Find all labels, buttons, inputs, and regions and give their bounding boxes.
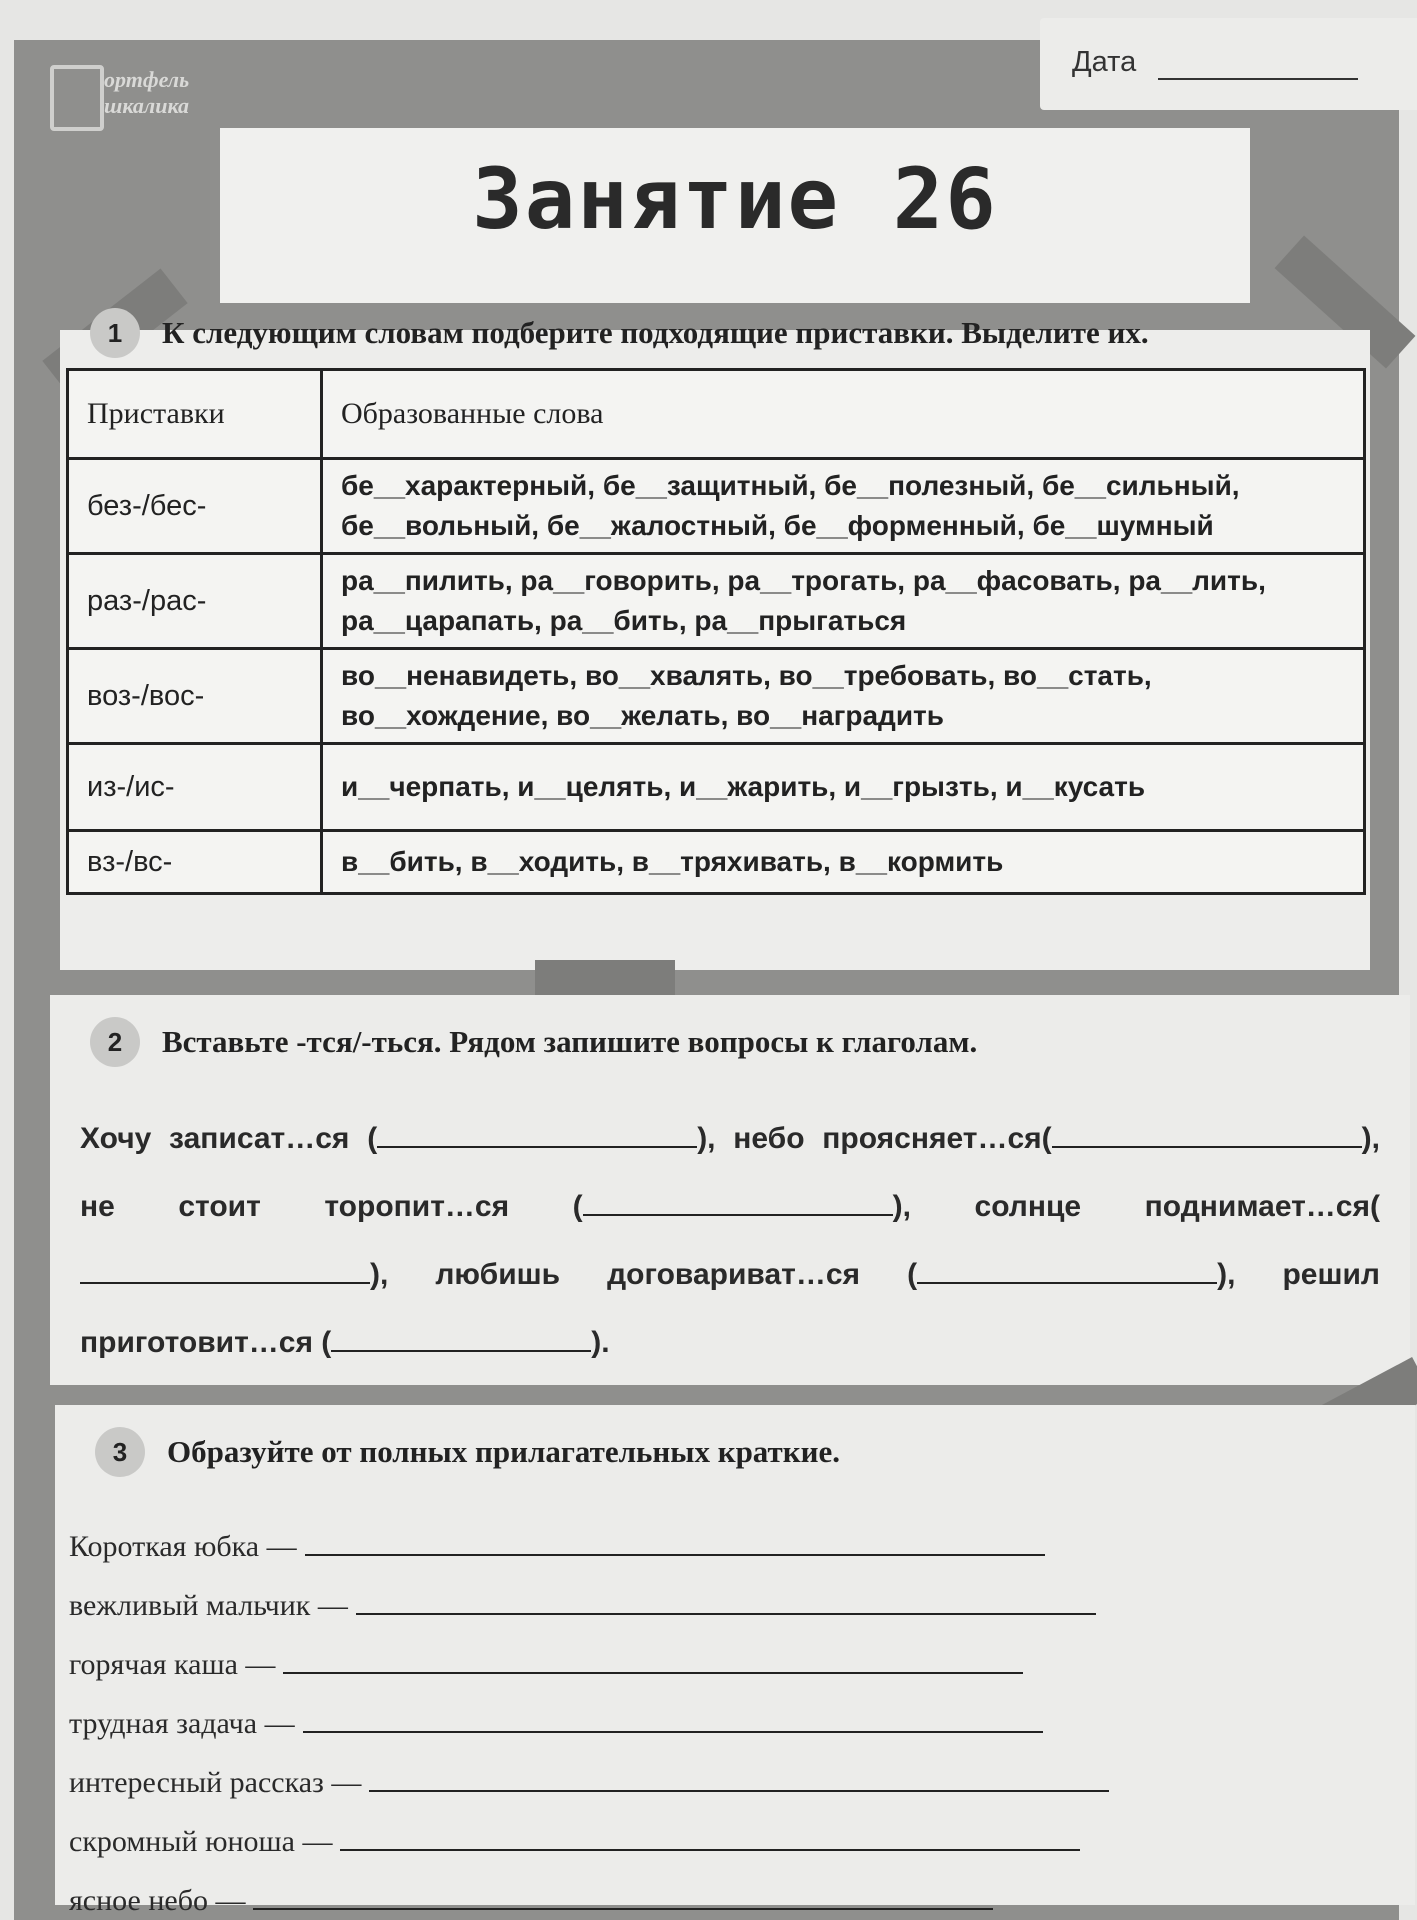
task-3-instruction: Образуйте от полных прилагательных краткие.	[167, 1434, 840, 1469]
answer-blank[interactable]	[331, 1326, 591, 1352]
answer-line[interactable]	[303, 1731, 1043, 1733]
column-header: Приставки	[68, 370, 322, 459]
prefix-cell: без-/бес-	[68, 459, 322, 554]
decorative-tape	[535, 960, 675, 1000]
logo-icon	[50, 65, 104, 131]
date-box	[1040, 18, 1417, 110]
task-number-badge: 3	[95, 1427, 145, 1477]
words-cell[interactable]: ра__пилить, ра__говорить, ра__трогать, ра__фасовать, ра__лить, ра__царапать, ра__бить, ра__прыгаться	[322, 554, 1365, 649]
adjective-list	[69, 1505, 1169, 1918]
list-item	[69, 1800, 1169, 1859]
list-item	[69, 1741, 1169, 1800]
words-cell[interactable]: в__бить, в__ходить, в__тряхивать, в__кормить	[322, 831, 1365, 894]
task-3-heading	[95, 1427, 840, 1477]
table-header-row	[68, 370, 1365, 459]
answer-blank[interactable]	[1052, 1122, 1362, 1148]
adjective-phrase: ясное небо —	[69, 1884, 246, 1917]
task-2-instruction: Вставьте -тся/-ться. Рядом запишите вопросы к глаголам.	[162, 1024, 978, 1059]
date-field[interactable]	[1158, 78, 1358, 80]
words-cell[interactable]: и__черпать, и__целять, и__жарить, и__грызть, и__кусать	[322, 744, 1365, 831]
list-item	[69, 1564, 1169, 1623]
answer-blank[interactable]	[917, 1258, 1217, 1284]
task-3-section	[55, 1405, 1415, 1917]
task-number-badge: 1	[90, 308, 140, 358]
column-header: Образованные слова	[322, 370, 1365, 459]
answer-line[interactable]	[356, 1613, 1096, 1615]
adjective-phrase: вежливый мальчик —	[69, 1589, 348, 1622]
answer-line[interactable]	[305, 1554, 1045, 1556]
answer-line[interactable]	[340, 1849, 1080, 1851]
table-row	[68, 459, 1365, 554]
words-cell[interactable]: во__ненавидеть, во__хвалять, во__требовать, во__стать, во__хождение, во__желать, во__наградить	[322, 649, 1365, 744]
list-item	[69, 1505, 1169, 1564]
fill-in-paragraph	[80, 1105, 1380, 1377]
list-item	[69, 1859, 1169, 1918]
prefix-table	[66, 368, 1366, 895]
answer-blank[interactable]	[80, 1258, 370, 1284]
text-fragment: ), решил приготовит…ся (	[80, 1258, 1380, 1359]
words-cell[interactable]: бе__характерный, бе__защитный, бе__полезный, бе__сильный, бе__вольный, бе__жалостный, бе__форменный, бе__шумный	[322, 459, 1365, 554]
answer-line[interactable]	[369, 1790, 1109, 1792]
adjective-phrase: горячая каша —	[69, 1648, 276, 1681]
prefix-cell: из-/ис-	[68, 744, 322, 831]
prefix-cell: вз-/вс-	[68, 831, 322, 894]
task-1-instruction: К следующим словам подберите подходящие приставки. Выделите их.	[162, 315, 1149, 350]
task-number-badge: 2	[90, 1017, 140, 1067]
title-band	[220, 128, 1250, 303]
task-2-section	[50, 995, 1410, 1385]
answer-blank[interactable]	[377, 1122, 697, 1148]
task-2-heading	[90, 1017, 977, 1067]
adjective-phrase: интересный рассказ —	[69, 1766, 362, 1799]
task-1-section	[60, 315, 1370, 970]
table-row	[68, 744, 1365, 831]
list-item	[69, 1623, 1169, 1682]
prefix-cell: раз-/рас-	[68, 554, 322, 649]
answer-line[interactable]	[253, 1908, 993, 1910]
adjective-phrase: Короткая юбка —	[69, 1530, 297, 1563]
task-1-heading	[90, 308, 1149, 358]
answer-line[interactable]	[283, 1672, 1023, 1674]
text-fragment: ).	[591, 1326, 610, 1359]
publisher-logo	[50, 65, 280, 135]
adjective-phrase: трудная задача —	[69, 1707, 295, 1740]
text-fragment: Хочу записат…ся (	[80, 1122, 378, 1155]
table-row	[68, 831, 1365, 894]
logo-line-1: ортфель	[104, 67, 190, 92]
table-row	[68, 649, 1365, 744]
page-title: Занятие 26	[472, 150, 998, 248]
text-fragment: ), любишь договариват…ся (	[370, 1258, 918, 1291]
answer-blank[interactable]	[583, 1190, 893, 1216]
list-item	[69, 1682, 1169, 1741]
date-label: Дата	[1072, 46, 1137, 78]
text-fragment: ), не стоит торопит…ся (	[80, 1122, 1380, 1223]
prefix-cell: воз-/вос-	[68, 649, 322, 744]
logo-line-2: шкалика	[104, 93, 190, 118]
table-row	[68, 554, 1365, 649]
adjective-phrase: скромный юноша —	[69, 1825, 333, 1858]
text-fragment: ), небо проясняет…ся(	[697, 1122, 1052, 1155]
text-fragment: ), солнце поднимает…ся(	[892, 1190, 1380, 1223]
